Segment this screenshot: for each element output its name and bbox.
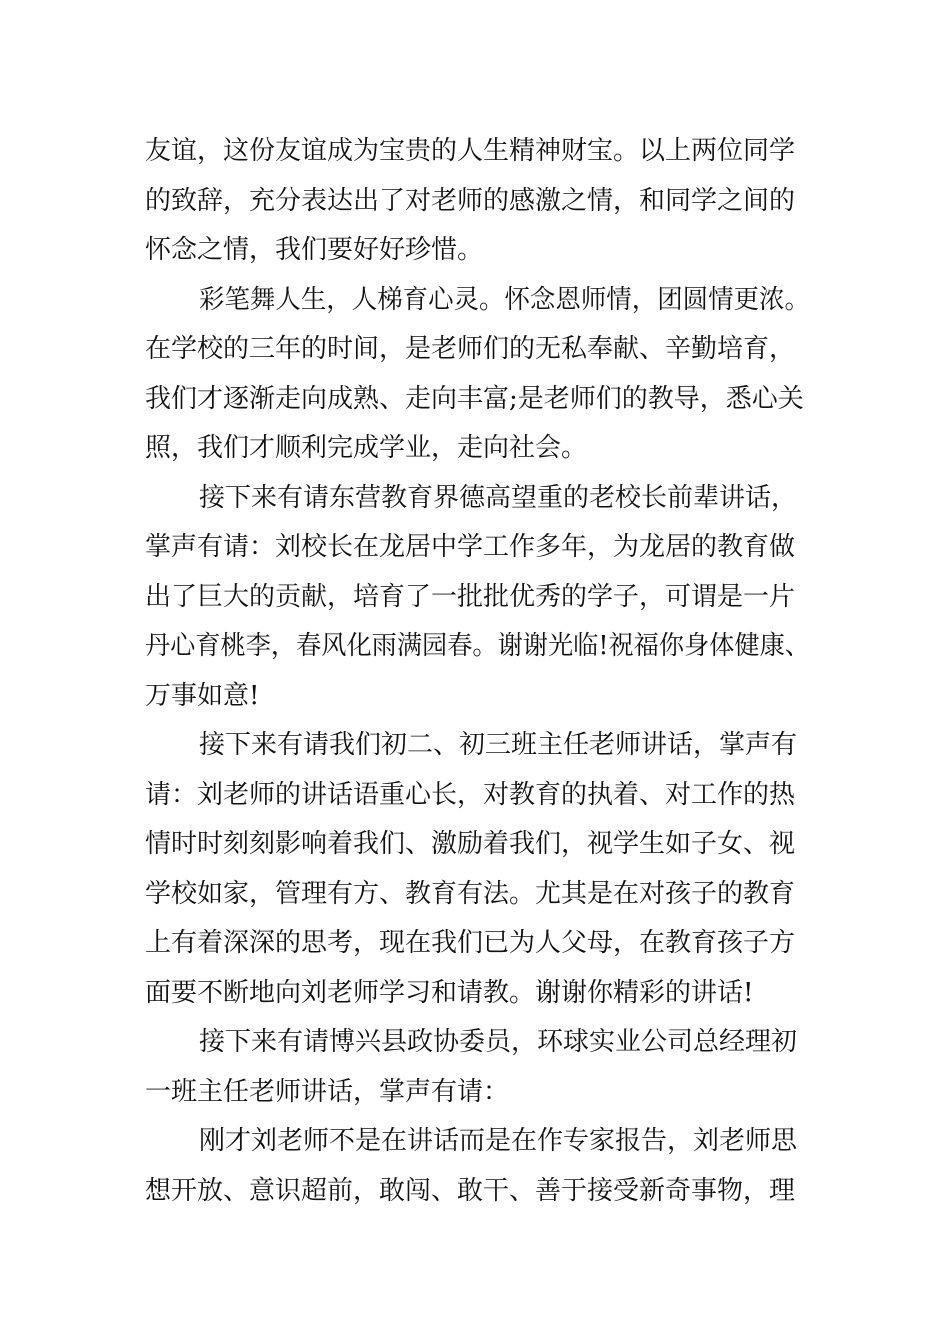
text-line: 彩笔舞人生，人梯育心灵。怀念恩师情，团圆情更浓。 — [199, 284, 810, 315]
text-line: 掌声有请：刘校长在龙居中学工作多年，为龙居的教育做 — [145, 532, 796, 562]
text-line: 出了巨大的贡献，培育了一批批优秀的学子，可谓是一片 — [145, 581, 796, 612]
text-line: 照，我们才顺利完成学业，走向社会。 — [145, 433, 588, 463]
document-body — [145, 127, 810, 1216]
text-line: 友谊，这份友谊成为宝贵的人生精神财宝。以上两位同学 — [145, 136, 796, 166]
text-line: 接下来有请东营教育界德高望重的老校长前辈讲话， — [199, 482, 798, 513]
text-line: 面要不断地向刘老师学习和请教。谢谢你精彩的讲话! — [145, 977, 754, 1008]
text-line: 万事如意! — [145, 680, 260, 711]
text-line: 我们才逐渐走向成熟、走向丰富;是老师们的教导，悉心关 — [145, 383, 804, 414]
text-line: 上有着深深的思考，现在我们已为人父母，在教育孩子方 — [145, 928, 796, 958]
text-line: 接下来有请博兴县政协委员，环球实业公司总经理初 — [199, 1027, 798, 1057]
text-line: 一班主任老师讲话，掌声有请： — [145, 1076, 510, 1107]
text-line: 情时时刻刻影响着我们、激励着我们，视学生如子女、视 — [145, 829, 796, 859]
text-line: 在学校的三年的时间，是老师们的无私奉献、辛勤培育， — [145, 334, 796, 364]
text-line: 的致辞，充分表达出了对老师的感激之情，和同学之间的 — [145, 185, 796, 216]
text-line: 刚才刘老师不是在讲话而是在作专家报告，刘老师思 — [199, 1126, 798, 1156]
text-line: 请：刘老师的讲话语重心长，对教育的执着、对工作的热 — [145, 779, 796, 810]
text-line: 怀念之情，我们要好好珍惜。 — [145, 235, 484, 265]
text-line: 接下来有请我们初二、初三班主任老师讲话，掌声有 — [199, 730, 798, 760]
text-line: 想开放、意识超前，敢闯、敢干、善于接受新奇事物，理 — [145, 1175, 796, 1206]
text-line: 丹心育桃李，春风化雨满园春。谢谢光临!祝福你身体健康、 — [145, 631, 810, 661]
text-line: 学校如家，管理有方、教育有法。尤其是在对孩子的教育 — [145, 878, 796, 909]
